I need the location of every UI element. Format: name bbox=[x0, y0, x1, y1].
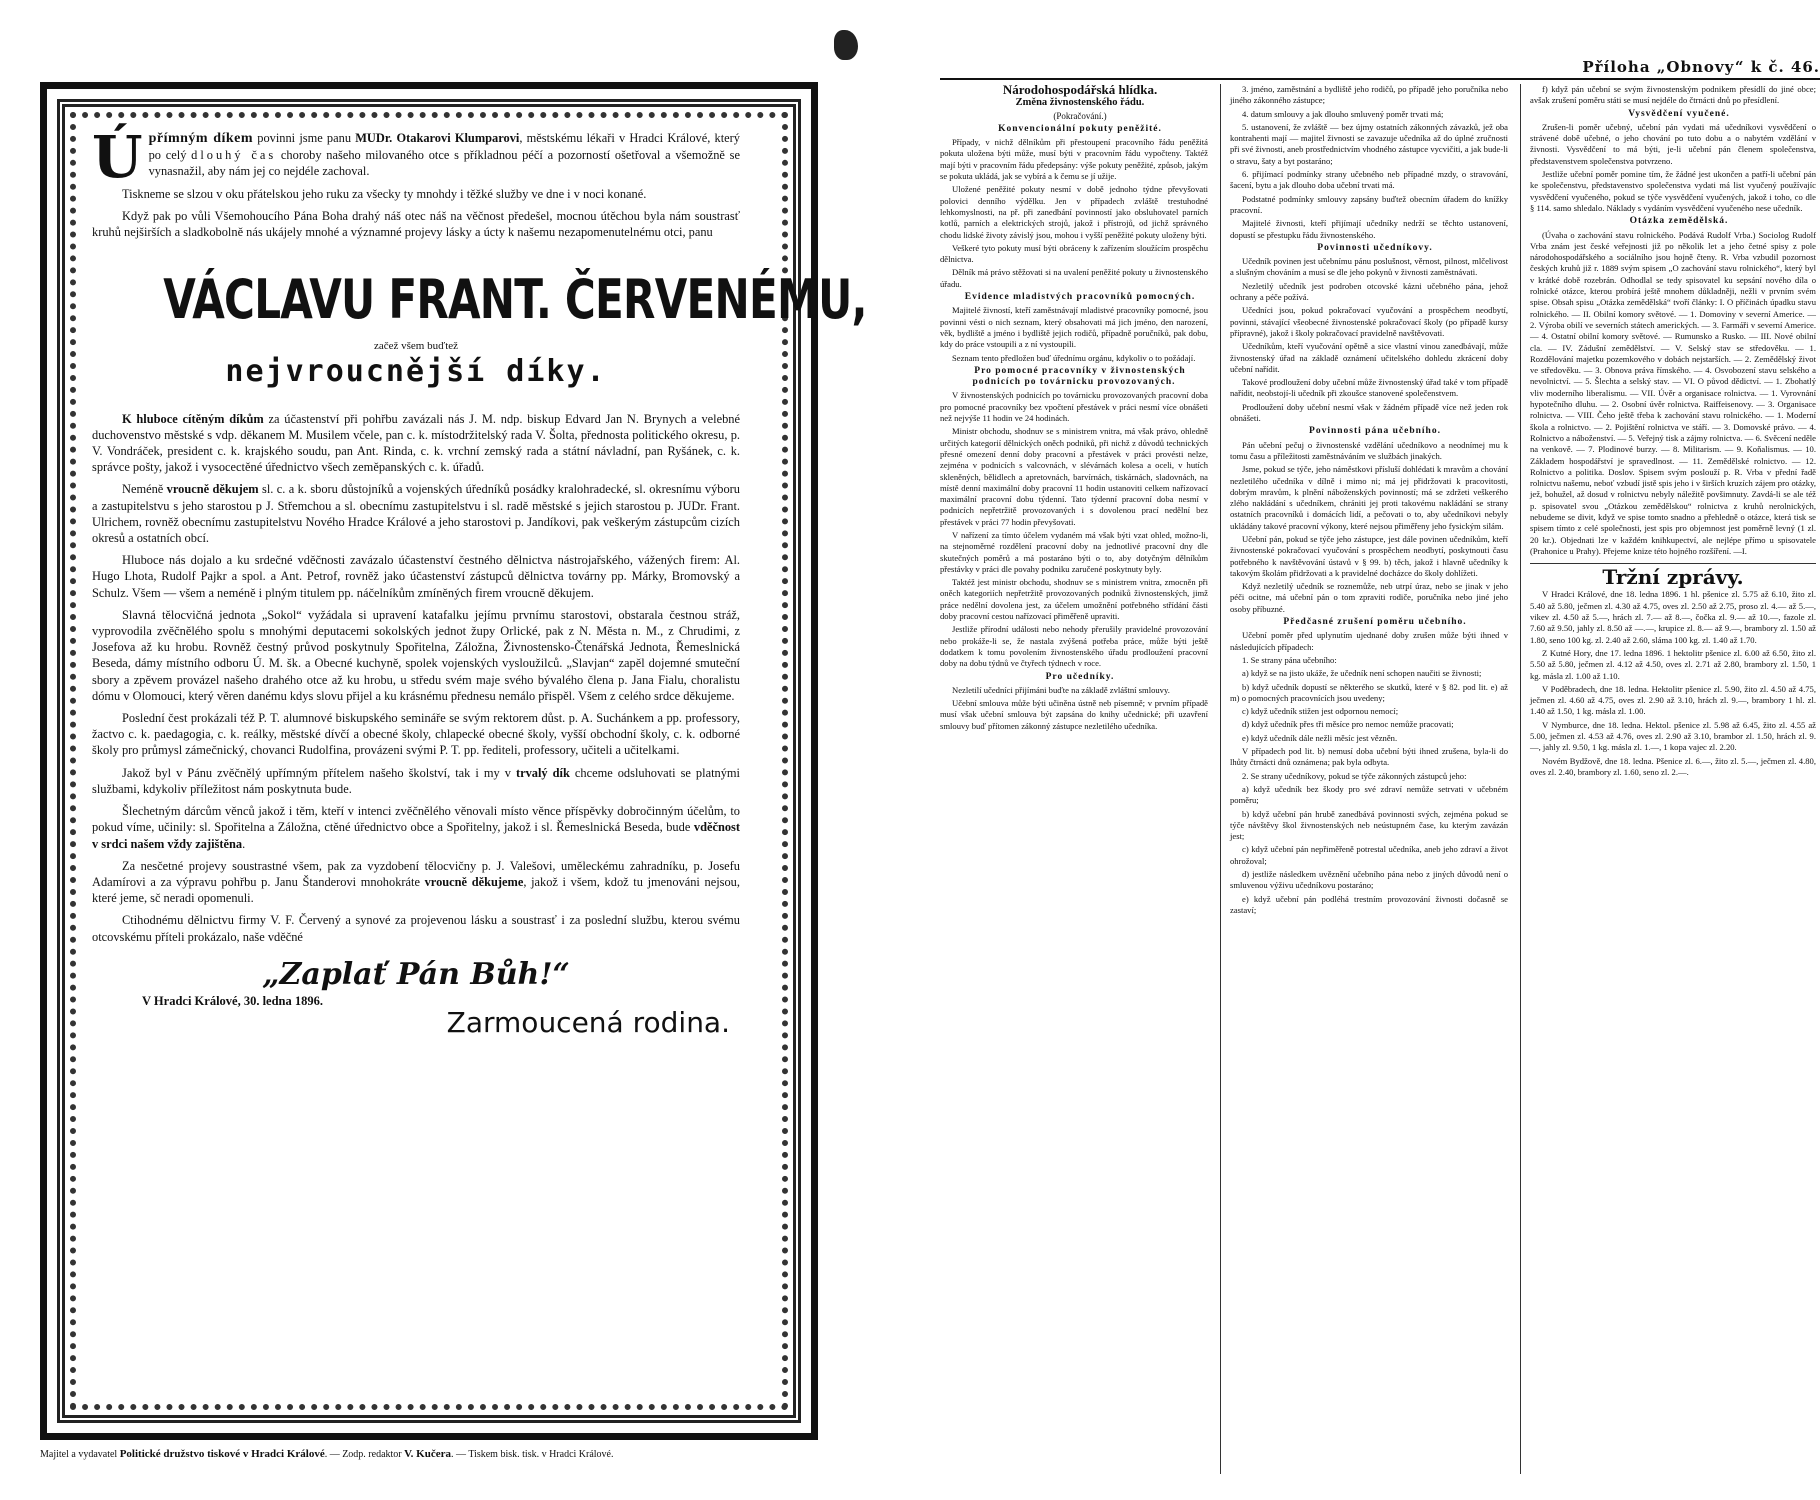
opening-lead: přímným díkem bbox=[148, 131, 254, 146]
opening-paragraph: Úpřímným díkem povinni jsme panu MUDr. Otakarovi Klumparovi, městskému lékaři v Hradci Králové, který po celý dlouhý čas choroby našeho milovaného otce s příkladnou péčí a pozorností ošetřoval a všemožně se vynasnažil, aby nám jej co nejdéle zachoval. bbox=[92, 123, 741, 191]
deceased-name: VÁCLAVU FRANT. ČERVENÉMU, bbox=[163, 268, 867, 332]
wreaths-paragraph: Šlechetným dárcům věnců jakož i těm, kteří v intenci zvěčnělého věnovali místo věnce příspěvky dobročinným účelům, to pokud víme, učinily: sl. Spořitelna a Záložna, ctěné úřednictvo obce a Spořitelny, jakož i sl. Řemeslnická Beseda, bude vděčnost v srdci našem vždy zajištěna. bbox=[92, 804, 740, 851]
right-page bbox=[940, 0, 1820, 1500]
officers-paragraph: Neméně vroucně děkujem sl. c. a k. sboru důstojníků a vojenských úředníků posádky kralohradecké, sl. okresnímu výboru a zastupitelstvu s jeho starostou p J. Střemchou a sl. obecnímu zastupitelstvu i sl. radě městské s jejich starostou p. JUDr. Frant. Ulrichem, rovněž obecnímu zastupitelstvu Nového Hradce Králové a jeho starostovi p. Jandíkovi, pak veškerým zástupcům cizích okresů a ostatních obcí. bbox=[92, 482, 740, 546]
column-rule-2 bbox=[1520, 84, 1521, 1474]
market-news-title: Tržní zprávy. bbox=[1602, 565, 1744, 590]
seminary-paragraph: Poslední čest prokázali též P. T. alumnové biskupského semináře se svým rektorem důst. p. A. Suchánkem a pp. professory, žactvo c. k. paedagogia, c. k. reálky, městské dívčí a obecné školy, chlapecké obecné školy, vyšší obchodní školy, c. k. odborné školy pro průmysl zámečnický, chovanci Rudolfina, provázeni svými P. T. pp. řediteli, professory, učiteli a učitelkami. bbox=[92, 711, 740, 758]
subheading-evidence: Evidence mladistvých pracovníků pomocných. bbox=[964, 292, 1196, 303]
section-title: Národohospodářská hlídka. bbox=[1002, 82, 1158, 97]
place-date: V Hradci Králové, 30. ledna 1896. bbox=[142, 993, 324, 1008]
zacez-line: začež všem buďtež bbox=[373, 340, 459, 353]
zaplat-pan-buh: „Zaplať Pán Bůh!“ bbox=[262, 956, 570, 992]
continuation-note: (Pokračování.) bbox=[1053, 110, 1107, 121]
subheading-ucedniky: Pro učedníky. bbox=[1045, 671, 1115, 682]
publisher-footer: Majitel a vydavatel Politické družstvo tiskové v Hradci Králové. — Zodp. redaktor V. Kučera. — Tiskem bisk. tisk. v Hradci Králové. bbox=[40, 1448, 614, 1460]
god-paragraph: Když pak po vůli Všemohoucího Pána Boha drahý náš otec náš na věčnost předešel, mocnou útěchou byla nám soustrasť kruhů nejširších a sladkobolně nás ukájely mnohé a významné projevy lásky a úcty k našemu nezapomenutelnému otci, panu bbox=[92, 208, 740, 240]
workers-paragraph: Hluboce nás dojalo a ku srdečné vděčnosti zavázalo účastenství čestného dělnictva nástrojařského, vážených firem: Al. Hugo Lhota, Rudolf Pajkr a spol. a Ant. Petrof, rovněž jako účastenství zástupců dělnictva továrny pp. Márky, Bromovský a Schulz. Všem — všem a neméně i plným titulem pp. náčelníkům zmíněných firem vroucně děkujem. bbox=[92, 553, 740, 600]
subheading-vysvedceni: Vysvědčení vyučené. bbox=[1628, 108, 1730, 119]
column-1: Národohospodářská hlídka. Změna živnostenského řádu. (Pokračování.) Konvencionální pokuty peněžité. Případy, v nichž dělníkům při přestoupení pracovního řádu peněžitá pokuta uložena býti může, musí býti v pracovním řádu vypočteny. Taktéž mají býti v pracovním řádu předepsány: výše pokuty peněžité, způsob, jakým se pokuta ukládá, jak se vybírá a k čemu se jí užije. Uložené peněžité pokuty nesmí v době jednoho týdne převyšovati polovici denního výdělku. Jen v případech zvláště trestuhodné lehkomyslnosti, na př. při zanedbání povinností jako obsluhovatel parních kotlů, parních a elektrických strojů, jakož i přístrojů, od jichž správného chodu lidské životy závislý jsou, mohou i vyšší peněžité pokuty uloženy býti. Veškeré tyto pokuty musí býti obráceny k zařízením sloužícím prospěchu dělnictva. Dělník má právo stěžovati si na uvalení peněžité pokuty u živnostenského úřadu. Evidence mladistvých pracovníků pomocných. Majitelé živností, kteří zaměstnávají mladistvé pracovníky pomocné, jsou povinni vésti o nich seznam, který obsahovati má jich jméno, den narození, věk, bydliště a jméno i bydliště jejich rodičů, případně poručníků, pak dobu, kdy do práce vstoupili a z ní vystoupili. Seznam tento předložen buď úřednímu orgánu, kdykoliv o to požádají. Pro pomocné pracovníky v živnostenských podnicích po továrnicku provozovaných. V živnostenských podnicích po továrnicku provozovaných pracovní doba pro pomocné pracovníky bez vpočtení přestávek v práci nesmí více obnášeti než nejvýše 11 hodin ve 24 hodinách. Ministr obchodu, shodnuv se s ministrem vnitra, má však právo, ohledně určitých kategorií dělnických oněch podniků, při nichž z důvodů technických přesné omezení denní doby pracovní a přestávek v práci provésti nelze, zejména v podnicích s valcovnách, v slévárnách kolesa a oceli, v hutích skleněných, bělidlech a apretovnách, barvírnách, tiskárnách, sladovnách, na místě denní maximální doby pracovní 11 hodin ustanoviti celkem nařízovací maximální pracovní dobu týdenní. Tato týdenní pracovní doba nesmí v podnicích nepřetržitě provozovaných i s dovolenou prací nedělní bez přestávek v práci 77 hodin převyšovati. V nařízení za tímto účelem vydaném má však býti vzat ohled, možno-li, na stejnoměrné rozdělení pracovní doby na jednotlivé pracovní dny dle skutečných poměrů a má postaráno býti o to, aby dotyčným dělníkům přestávky v práci dle povahy podniku zaručené poskytnuty byly. Taktéž jest ministr obchodu, shodnuv se s ministrem vnitra, zmocněn při oněch kategoriích nepřetržitě provozovaných podniků živnostenských, jimž práce nedělní dovolena jest, za účelem umožnění potřebného střídání části doby pracovní cestou nařízovací přiměřeně upraviti. Jestliže přírodní události nebo nehody přerušily pravidelné provozování nebo prokáže-li se, že nastala zvýšená potřeba práce, může býti ještě dodatkem k tomu povolením živnostenského úřadu prodloužení pracovní doby na dobu týdnů ve čtyřech týdnech v roce. Pro učedníky. Nezletilí učedníci přijímáni buďte na základě zvláštní smlouvy. Učební smlouva může býti učiněna ústně neb písemně; v prvním případě musí však učební smlouva být zapsána do knihy učednické; při uzavření smlouvy buď přítomen zákonný zástupce nezletilého učedníka. bbox=[940, 82, 1208, 731]
doctor-name: MUDr. Otakarovi Klumparovi bbox=[355, 131, 520, 145]
section-subtitle: Změna živnostenského řádu. bbox=[1015, 97, 1145, 109]
supplement-header: Příloha „Obnovy“ k č. 46. bbox=[1582, 58, 1820, 76]
subheading-povinnosti-ucednika: Povinnosti učedníkovy. bbox=[1317, 242, 1433, 253]
condolence-paragraph: Tiskneme se slzou v oku přátelskou jeho ruku za všecky ty mnohdy i těžké služby ve dne i v noci konané. bbox=[122, 186, 647, 201]
left-page bbox=[0, 0, 890, 1500]
sokol-paragraph: Slavná tělocvičná jednota „Sokol“ vyžádala si upravení katafalku jejímu prvnímu starostovi, obstarala čestnou stráž, vyprovodila zvěčnělého spolu s mnohými deputacemi sokolských jednot župy Orlické, pak z N. Města n. M., z Chrudimi, z Josefova až ku hrobu. Rovněž čestný průvod poskytnuly Spořitelna, Záložna, Živnostensko-Čtenářská Jednota, Řemeslnická Beseda, dámy místního odboru Ú. M. šk. a Obecné kuchyně, spolek vojenských vysloužilců. „Slavjan“ zapěl dojemné smuteční sbory a zpěvem provázel našeho drahého otce až ku hrobu, u středu svém maje svého bývalého člena p. Jana Fialu, choralistu dómu v Olomouci, který věren danému kdys slovu přijel a ku krásnému přednesu nemálo přispěl. Všem z celého srdce děkujeme. bbox=[92, 607, 740, 703]
decoration-paragraph: Za nesčetné projevy soustrastné všem, pak za vyzdobení tělocvičny p. J. Valešovi, uměleckému zahradníku, p. Josefu Adamírovi a za výpravu pohřbu p. Janu Štanderovi mnohokráte vroucně děkujeme, jakož i všem, kdož tu jmenováni nejsou, které jeme, sč neradi opomenuli. bbox=[92, 858, 740, 906]
subheading-pokuty: Konvencionální pokuty peněžité. bbox=[998, 123, 1162, 134]
thanks-headline: nejvroucnější díky. bbox=[225, 354, 607, 390]
subheading-otazka: Otázka zemědělská. bbox=[1629, 216, 1729, 227]
subheading-zruseni: Předčasné zrušení poměru učebního. bbox=[1283, 617, 1467, 628]
column-2: 3. jméno, zaměstnání a bydliště jeho rodičů, po případě jeho poručníka nebo jiného zákonného zástupce; 4. datum smlouvy a jak dlouho smluvený poměr trvati má; 5. ustanovení, že zvláště — bez újmy ostatních zákonných závazků, jež oba kontrahenti mají — majitel živnosti se zavazuje učedníka až do úplné zručnosti při své živnosti, aneb prostřednictvím vhodného zástupce vycvičiti, a jak bude-li o stravu, šaty a byt postaráno; 6. přijímací podmínky strany učebného neb případné mzdy, o stravování, šacení, bytu a jak dlouho doba učební trvati má. Podstatné podmínky smlouvy zapsány buďtež obecním úřadem do knížky pracovní. Majitelé živnosti, kteří přijímají učedníky nedrží se těchto ustanovení, dopustí se přestupku řádu živnostenského. Povinnosti učedníkovy. Učedník povinen jest učebnímu pánu poslušnost, věrnost, pilnost, mlčelivost a slušným chováním a musí se dle jeho pokynů v živnosti zaměstnávati. Nezletilý učedník jest podroben otcovské kázni učebného pána, jehož ochrany a péče požívá. Učedníci jsou, pokud pokračovací vyučování a prospěchem neodbytí, povinni, stávající všeobecné živnostenské pokračovací školy (po případě kursy přípravné), jakož i školy pokračovací pravidelně navštěvovati. Učedníkům, kteří vyučování opětně a sice vlastní vinou zanedbávají, může živnostenský úřad na základě oznámení učitelského dohledu zkrácení doby učební nařídit. Takové prodloužení doby učební může živnostenský úřad také v tom případě nařídit, neobstojí-li učedník při zkoušce stanovené společenstvem. Prodloužení doby učební nesmí však v žádném případě více než jeden rok obnášeti. Povinnosti pána učebního. Pán učební pečuj o živnostenské vzdělání učedníkovo a neodnímej mu k tomu času a příležitosti zaměstnáváním ve službách jinakých. Jsme, pokud se týče, jeho náměstkovi přísluší dohlédati k mravům a chování nezletilého učedníka v dílně i mimo ni; má jej přidržovati k pracovitosti, dobrým mravům, k plnění náboženských povinností; má se zdržeti veškerého zlého nakládání s učedníkem, chrániti jej proti takovému nakládání se strany ostatních pracovníků i domácích lidí, a pečovati o to, aby učedníkovi nebyly ukládány takové pracovní výkony, které nejsou přiměřeny jeho fysickým silám. Učební pán, pokud se týče jeho zástupce, jest dále povinen učedníkům, kteří živnostenské pokračovací vyučování s prospěchem neodbytí, poskytnouti času potřebného k navštěvování ústavů v § 99. b) těch, jakož i hlavně učedníky k takovým školám přidržovati a k pravidelné docházce do školy dohlížeti. Když nezletilý učedník se roznemůže, neb utrpí úraz, nebo se jinak v jeho péči ocitne, má učební pán o tom zpraviti rodiče, poručníka nebo jiné jeho osoby příbuzné. Předčasné zrušení poměru učebního. Učební poměr před uplynutím ujednané doby zrušen může býti ihned v následujících případech: 1. Se strany pána učebního: a) když se na jisto ukáže, že učedník není schopen naučiti se živnosti; b) když učedník dopustí se některého se skutků, které v § 82. pod lit. e) až m) o pomocných pracovnících jsou uvedeny; c) když učedník stižen jest odpornou nemocí; d) když učedník přes tři měsíce pro nemoc nemůže pracovati; e) když učedník dále nežli měsíc jest vězněn. V případech pod lit. b) nemusí doba učební býti ihned zrušena, byla-li do lhůty čtrnácti dnů oznámena; pak byla odbyta. 2. Se strany učedníkovy, pokud se týče zákonných zástupců jeho: a) když učedník bez škody pro své zdraví nemůže setrvati v učebném poměru; b) když učební pán hrubě zanedbává povinnosti svých, zejména pokud se týče návštěvy škol živnostenských neb neústupném čase, ku kterým zavázán jest; c) když učební pán nepřiměřeně potrestal učedníka, aneb jeho zdraví a život ohrožoval; d) jestliže následkem uvěznění učebního pána nebo z jiných důvodů není o smluvenou výživu učedníkovu postaráno; e) když učební pán podléhá trestním provozování živnosti dočasně se zastaví; bbox=[1230, 84, 1508, 915]
header-rule bbox=[940, 78, 1820, 80]
ink-blot bbox=[834, 30, 858, 60]
trzni-rule bbox=[1530, 563, 1816, 564]
subheading-pomocne: Pro pomocné pracovníky v živnostenských podnicích po továrnicku provozovaných. bbox=[972, 365, 1186, 388]
column-3: f) když pán učební se svým živnostenským podnikem přesídlí do jiné obce; avšak zrušení poměru státi se musí nejdéle do čtrnácti dnů po přesídlení. Vysvědčení vyučené. Zrušen-li poměr učebný, učební pán vydati má učedníkovi vysvědčení o strávené době učebné, o jeho chování po tuto dobu a o nabytém vzdělání v živnosti. Vysvědčení to má býti, je-li učební pán členem společenstva, představenstvem společenstva potvrzeno. Jestliže učební poměr pomine tím, že žádné jest ukončen a patří-li učební pán ke společenstvu, představenstvo společenstva vydati má list vyučený používajíc vysvědčení vyučeného, pokud se týče vysvědčení vyučených, jakož i toho, co dle § 114. samo shledalo. Náklady s vydáním vysvědčení vyučeného nese učedník. Otázka zemědělská. (Úvaha o zachování stavu rolnického. Podává Rudolf Vrba.) Sociolog Rudolf Vrba znám jest české veřejnosti již po několik let a jeho četné spisy z pole národohospodářského a sociálního jsou hojně čteny. R. Vrba vzbudil pozornost českých kruhů již r. 1889 svým spisem „O zachování stavu rolnického“, který byl v krátké době rozebrán. Odhodlal se tedy spisovatel ku sepsání nového díla o rolnické otázce, kterou probírá ještě mnohem důkladněji, nežli v prvním svém spise. Obsah spisu „Otázka zemědělská“ tvoří články: I. O příčinách úpadku stavu rolnického. — II. Obilní komory světové. — 1. Domoviny v severní Americe. — 2. Výroba obilí ve severních státech amerických. — 3. Farmáři v severní Americe. — 4. Ostatní obilní komory světové. — Rumunsko a Rusko. — III. Nové obilní cla. — IV. Zádušní zemědělství. — V. Selský stav se středověku. — 1. Rozdělování majetku pozemkového v dobách nejstarších. — 2. Zemědělský život ve středověku. — 3. Obnova práva římského. — 4. Osvobození stavu selského a nevolnictví. — 5. Šlechta a selský stav. — VI. O původ dědictví. — 1. Zbohatlý vliv moderního liberalismu. — VII. Úvěr a organisace rolnictva. — 1. Vyrovnání hypotečního dluhu. — 2. Osobní úvěr rolnictva. Raiffeisenovy. — 3. Organisace rolnictva. — VIII. Čeho ještě třeba k zachování stavu rolnického. — 1. Moderní škola a rolnictvo. — 2. Pojištění rolnictva ve stáří. — 3. Domovské právo. — 4. Rolnictvo a náboženství. — 5. Veřejný tisk a zájmy rolnictva. — 6. Svěcení neděle na venkově. — 7. Plodinové burzy. — 8. Militarism. — 9. Koňalismus. — 10. Základem hospodářství je spravedlnost. — 11. Zemědělské rolnictvo. — 12. Rolnictvo a politika. Doslov. Spisem svým poslouží p. R. Vrba v přední řadě rolnictvu našemu, neboť vzbudí jistě spis jeho i v širších kruzích zájem pro otázky, jež, bohužel, až dosud v rolnictvu nebyly náležitě povšimnuty. Zavdá-li se ale též p. spisovatel svou „Otázkou zemědělskou“ rolnictva z kruhů nerolnických, nebudeme se divit, když ve spise tomto snadno a přehledně o otázce, která tisk se spisem tímto z celé společnosti, jest spis pro objemnost jest poměrně levný (1 zl. 20 kr.). Objednati lze v každém knihkupectví, ale nejlépe přímo u spisovatele (Prahonice u Prahy). Přejeme knize této hojného rozšíření. —I. Tržní zprávy. V Hradci Králové, dne 18. ledna 1896. 1 hl. pšenice zl. 5.75 až 6.10, žito zl. 5.40 až 5.80, ječmen zl. 4.30 až 4.75, oves zl. 2.50 až 2.75, proso zl. 4.— až 5.—, vikev zl. 4.50 až 5.—, hrách zl. 7.— až 8.—, čočka zl. 9.— až 10.—, fazole zl. 7.60 až 9.50, jahly zl. 8.50 až —.—, krupice zl. 8.— až 9.—, brambory zl. 1.50 až 1.80, seno 100 kg. zl. 2.40 až 2.60, sláma 100 kg. zl. 1.40 až 1.70. Z Kutné Hory, dne 17. ledna 1896. 1 hektolitr pšenice zl. 6.00 až 6.50, žito zl. 5.50 až 5.80, ječmen zl. 4.12 až 4.50, oves zl. 2.71 až 2.80, brambory zl. 1.50, 1 kg. másla zl. 1.00 až 1.10. V Poděbradech, dne 18. ledna. Hektolitr pšenice zl. 5.90, žito zl. 4.50 až 4.75, ječmen zl. 4.60 až 4.75, oves zl. 2.90 až 3.10, hrách zl. 9.—, brambory 1 hl. zl. 1.40 až 1.50, 1 kg. másla zl. 1.00. V Nymburce, dne 18. ledna. Hektol. pšenice zl. 5.98 až 6.45, žito zl. 4.55 až 5.00, ječmen zl. 4.53 až 4.76, oves zl. 2.90 až 3.10, brambor zl. 1.50, hrách zl. 9.—, jahly zl. 9.50, 1 kg. másla zl. 1.—, 1 kopa vajec zl. 2.20. Novém Bydžově, dne 18. ledna. Pšenice zl. 6.—, žito zl. 5.—, ječmen zl. 4.80, oves zl. 2.40, brambory zl. 1.60, seno zl. 2.—. bbox=[1530, 84, 1816, 777]
friend-paragraph: Jakož byl v Pánu zvěčnělý upřímným přítelem našeho školství, tak i my v trvalý dík chceme odsluhovati se platnými službami, kdykoliv příležitost nám poskytnuta bude. bbox=[92, 765, 740, 796]
thank-you-notice bbox=[92, 123, 867, 1390]
dropcap: Ú bbox=[92, 123, 143, 191]
column-rule-1 bbox=[1220, 84, 1221, 1474]
factory-paragraph: Ctihodnému dělnictvu firmy V. F. Červený a synové za projevenou lásku a soustrasť i za poslední službu, kterou svému otcovskému příteli prokázalo, naše vděčné bbox=[92, 913, 740, 944]
family-signature: Zarmoucená rodina. bbox=[446, 1006, 730, 1040]
subheading-povinnosti-pana: Povinnosti pána učebního. bbox=[1309, 426, 1441, 437]
bishop-paragraph: K hluboce cítěným díkům za účastenství při pohřbu zavázali nás J. M. ndp. biskup Edvard Jan N. Brynych a velebné duchovenstvo městské s vdp. děkanem M. Musilem včele, pan c. k. místodržitelský rada V. Šolta, přednosta politického okresu, p. V. Vondráček, president c. k. krajského soudu, pan Ant. Rinda, c. k. vrchní zemský rada a státní návladní, pan Ryšánek, c. k. správce pošty, jakož i vysocectěné úřednictvo všech zeměpanských c. k. úřadů. bbox=[92, 411, 740, 475]
